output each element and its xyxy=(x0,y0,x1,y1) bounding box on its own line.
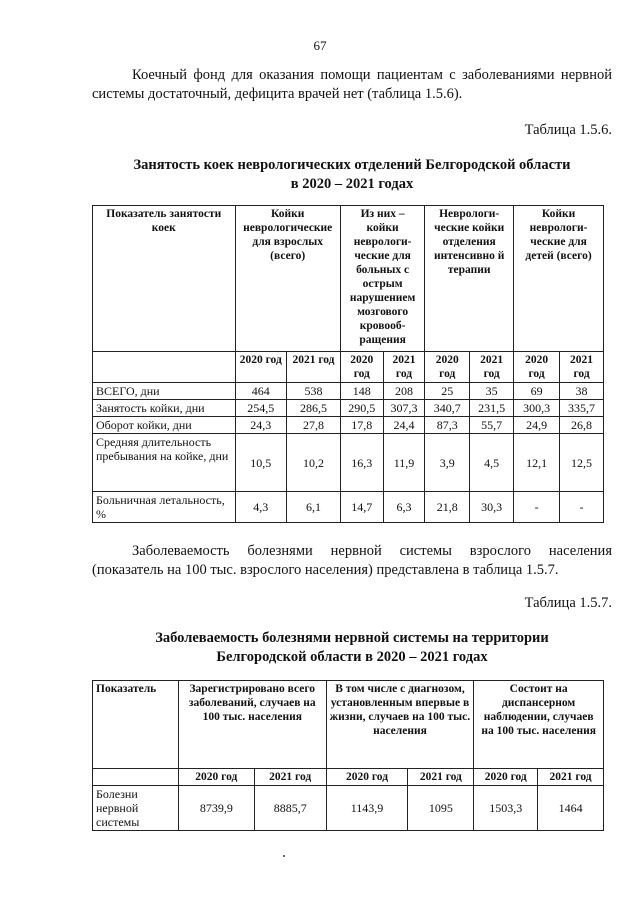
table2-title xyxy=(92,629,612,667)
table1-cell: 38 xyxy=(560,383,604,400)
table2-cell: 1464 xyxy=(538,786,604,831)
table1-cell: 24,4 xyxy=(383,417,425,434)
table2-cell: 1143,9 xyxy=(326,786,408,831)
table-row xyxy=(93,400,604,417)
table1-cell: 464 xyxy=(235,383,287,400)
table1-cell: 254,5 xyxy=(235,400,287,417)
table1-cell: 538 xyxy=(287,383,341,400)
table2-year: 2020 год xyxy=(178,769,254,786)
table1-cell: 21,8 xyxy=(425,492,470,523)
table1-row-label: Больничная летальность, % xyxy=(93,492,236,523)
table2-title-line2: Белгородской области в 2020 – 2021 годах xyxy=(216,649,488,665)
table2-header-indicator: Показатель xyxy=(93,681,179,769)
table1-cell: 69 xyxy=(514,383,560,400)
table1-title-line1: Занятость коек неврологических отделений Белгородской области xyxy=(133,157,571,173)
table1-cell: 10,2 xyxy=(287,434,341,492)
table1-year: 2021 год xyxy=(560,352,604,383)
table1-title xyxy=(92,156,612,194)
table2-cell: 1503,3 xyxy=(474,786,538,831)
table2-cell: 8885,7 xyxy=(254,786,326,831)
table1-cell: 300,3 xyxy=(514,400,560,417)
table2-label: Таблица 1.5.7. xyxy=(524,595,612,611)
table1-year: 2021 год xyxy=(287,352,341,383)
middle-paragraph-text: Заболеваемость болезнями нервной системы взрослого населения (показатель на 100 тыс. взрослого населения) представлена в таблица 1.5.7. xyxy=(92,543,612,578)
table2-year: 2021 год xyxy=(538,769,604,786)
table1-year: 2021 год xyxy=(383,352,425,383)
table2-year: 2021 год xyxy=(254,769,326,786)
table1-title-line2: в 2020 – 2021 годах xyxy=(290,176,414,192)
table2-year: 2021 год xyxy=(408,769,474,786)
table2-header-dispensary: Состоит на диспансерном наблюдении, случаев на 100 тыс. населения xyxy=(474,681,604,769)
table1-year: 2020 год xyxy=(235,352,287,383)
table1-cell: 26,8 xyxy=(560,417,604,434)
table1-header-child-beds: Койки неврологи-ческие для детей (всего) xyxy=(514,206,604,352)
table1-cell: 27,8 xyxy=(287,417,341,434)
table1-year: 2021 год xyxy=(470,352,514,383)
table1-cell: 87,3 xyxy=(425,417,470,434)
table1-cell: - xyxy=(560,492,604,523)
table1-cell: 10,5 xyxy=(235,434,287,492)
table1-header-indicator: Показатель занятости коек xyxy=(93,206,236,352)
table1-year: 2020 год xyxy=(425,352,470,383)
table1-cell: 290,5 xyxy=(340,400,383,417)
table1-cell: 35 xyxy=(470,383,514,400)
table2-year: 2020 год xyxy=(326,769,408,786)
table2-year-spacer xyxy=(93,769,179,786)
table1-header-adult-beds: Койки неврологические для взрослых (всего) xyxy=(235,206,340,352)
table1-cell: 4,5 xyxy=(470,434,514,492)
table1-cell: 14,7 xyxy=(340,492,383,523)
table1-header-stroke-beds: Из них – койки неврологи-ческие для больных с острым нарушением мозгового кровооб-ращения xyxy=(340,206,424,352)
scan-speck xyxy=(283,855,285,857)
table2-header-first-diagnosed: В том числе с диагнозом, установленным впервые в жизни, случаев на 100 тыс. населения xyxy=(326,681,474,769)
table2-title-line1: Заболеваемость болезнями нервной системы на территории xyxy=(155,630,549,646)
table2-header-registered: Зарегистрировано всего заболеваний, случаев на 100 тыс. населения xyxy=(178,681,326,769)
middle-paragraph xyxy=(92,542,612,580)
table1-cell: 12,1 xyxy=(514,434,560,492)
table1-cell: 335,7 xyxy=(560,400,604,417)
page-number: 67 xyxy=(313,38,327,53)
table1-cell: 6,1 xyxy=(287,492,341,523)
table1-cell: 17,8 xyxy=(340,417,383,434)
intro-paragraph-text: Коечный фонд для оказания помощи пациентам с заболеваниями нервной системы достаточный, дефицита врачей нет (таблица 1.5.6). xyxy=(92,67,612,102)
table1-cell: 16,3 xyxy=(340,434,383,492)
table1-cell: 4,3 xyxy=(235,492,287,523)
table2-cell: 8739,9 xyxy=(178,786,254,831)
table2 xyxy=(92,680,604,831)
table1-cell: 6,3 xyxy=(383,492,425,523)
table1-cell: 231,5 xyxy=(470,400,514,417)
table1-cell: 208 xyxy=(383,383,425,400)
table1-year-spacer xyxy=(93,352,236,383)
table-row xyxy=(93,492,604,523)
table1-cell: 3,9 xyxy=(425,434,470,492)
table1-label: Таблица 1.5.6. xyxy=(524,122,612,138)
table2-cell: 1095 xyxy=(408,786,474,831)
table1-cell: 11,9 xyxy=(383,434,425,492)
table1-cell: 286,5 xyxy=(287,400,341,417)
table1-row-label: Оборот койки, дни xyxy=(93,417,236,434)
table1-cell: 25 xyxy=(425,383,470,400)
table1-row-label: Занятость койки, дни xyxy=(93,400,236,417)
table-row xyxy=(93,786,604,831)
table1-year: 2020 год xyxy=(340,352,383,383)
table1-row-label: ВСЕГО, дни xyxy=(93,383,236,400)
table1-cell: 12,5 xyxy=(560,434,604,492)
table1-cell: 55,7 xyxy=(470,417,514,434)
table1-cell: 30,3 xyxy=(470,492,514,523)
table1-cell: - xyxy=(514,492,560,523)
table1-year: 2020 год xyxy=(514,352,560,383)
table1-cell: 24,3 xyxy=(235,417,287,434)
table2-year: 2020 год xyxy=(474,769,538,786)
table-row xyxy=(93,383,604,400)
table1-row-label: Средняя длительность пребывания на койке, дни xyxy=(93,434,236,492)
table1 xyxy=(92,205,604,523)
table1-cell: 307,3 xyxy=(383,400,425,417)
table1-header-icu-beds: Неврологи-ческие койки отделения интенсивно й терапии xyxy=(425,206,514,352)
table1-cell: 148 xyxy=(340,383,383,400)
table1-cell: 24,9 xyxy=(514,417,560,434)
table-row xyxy=(93,417,604,434)
intro-paragraph xyxy=(92,66,612,104)
table-row xyxy=(93,434,604,492)
table1-cell: 340,7 xyxy=(425,400,470,417)
table2-row-label: Болезни нервной системы xyxy=(93,786,179,831)
